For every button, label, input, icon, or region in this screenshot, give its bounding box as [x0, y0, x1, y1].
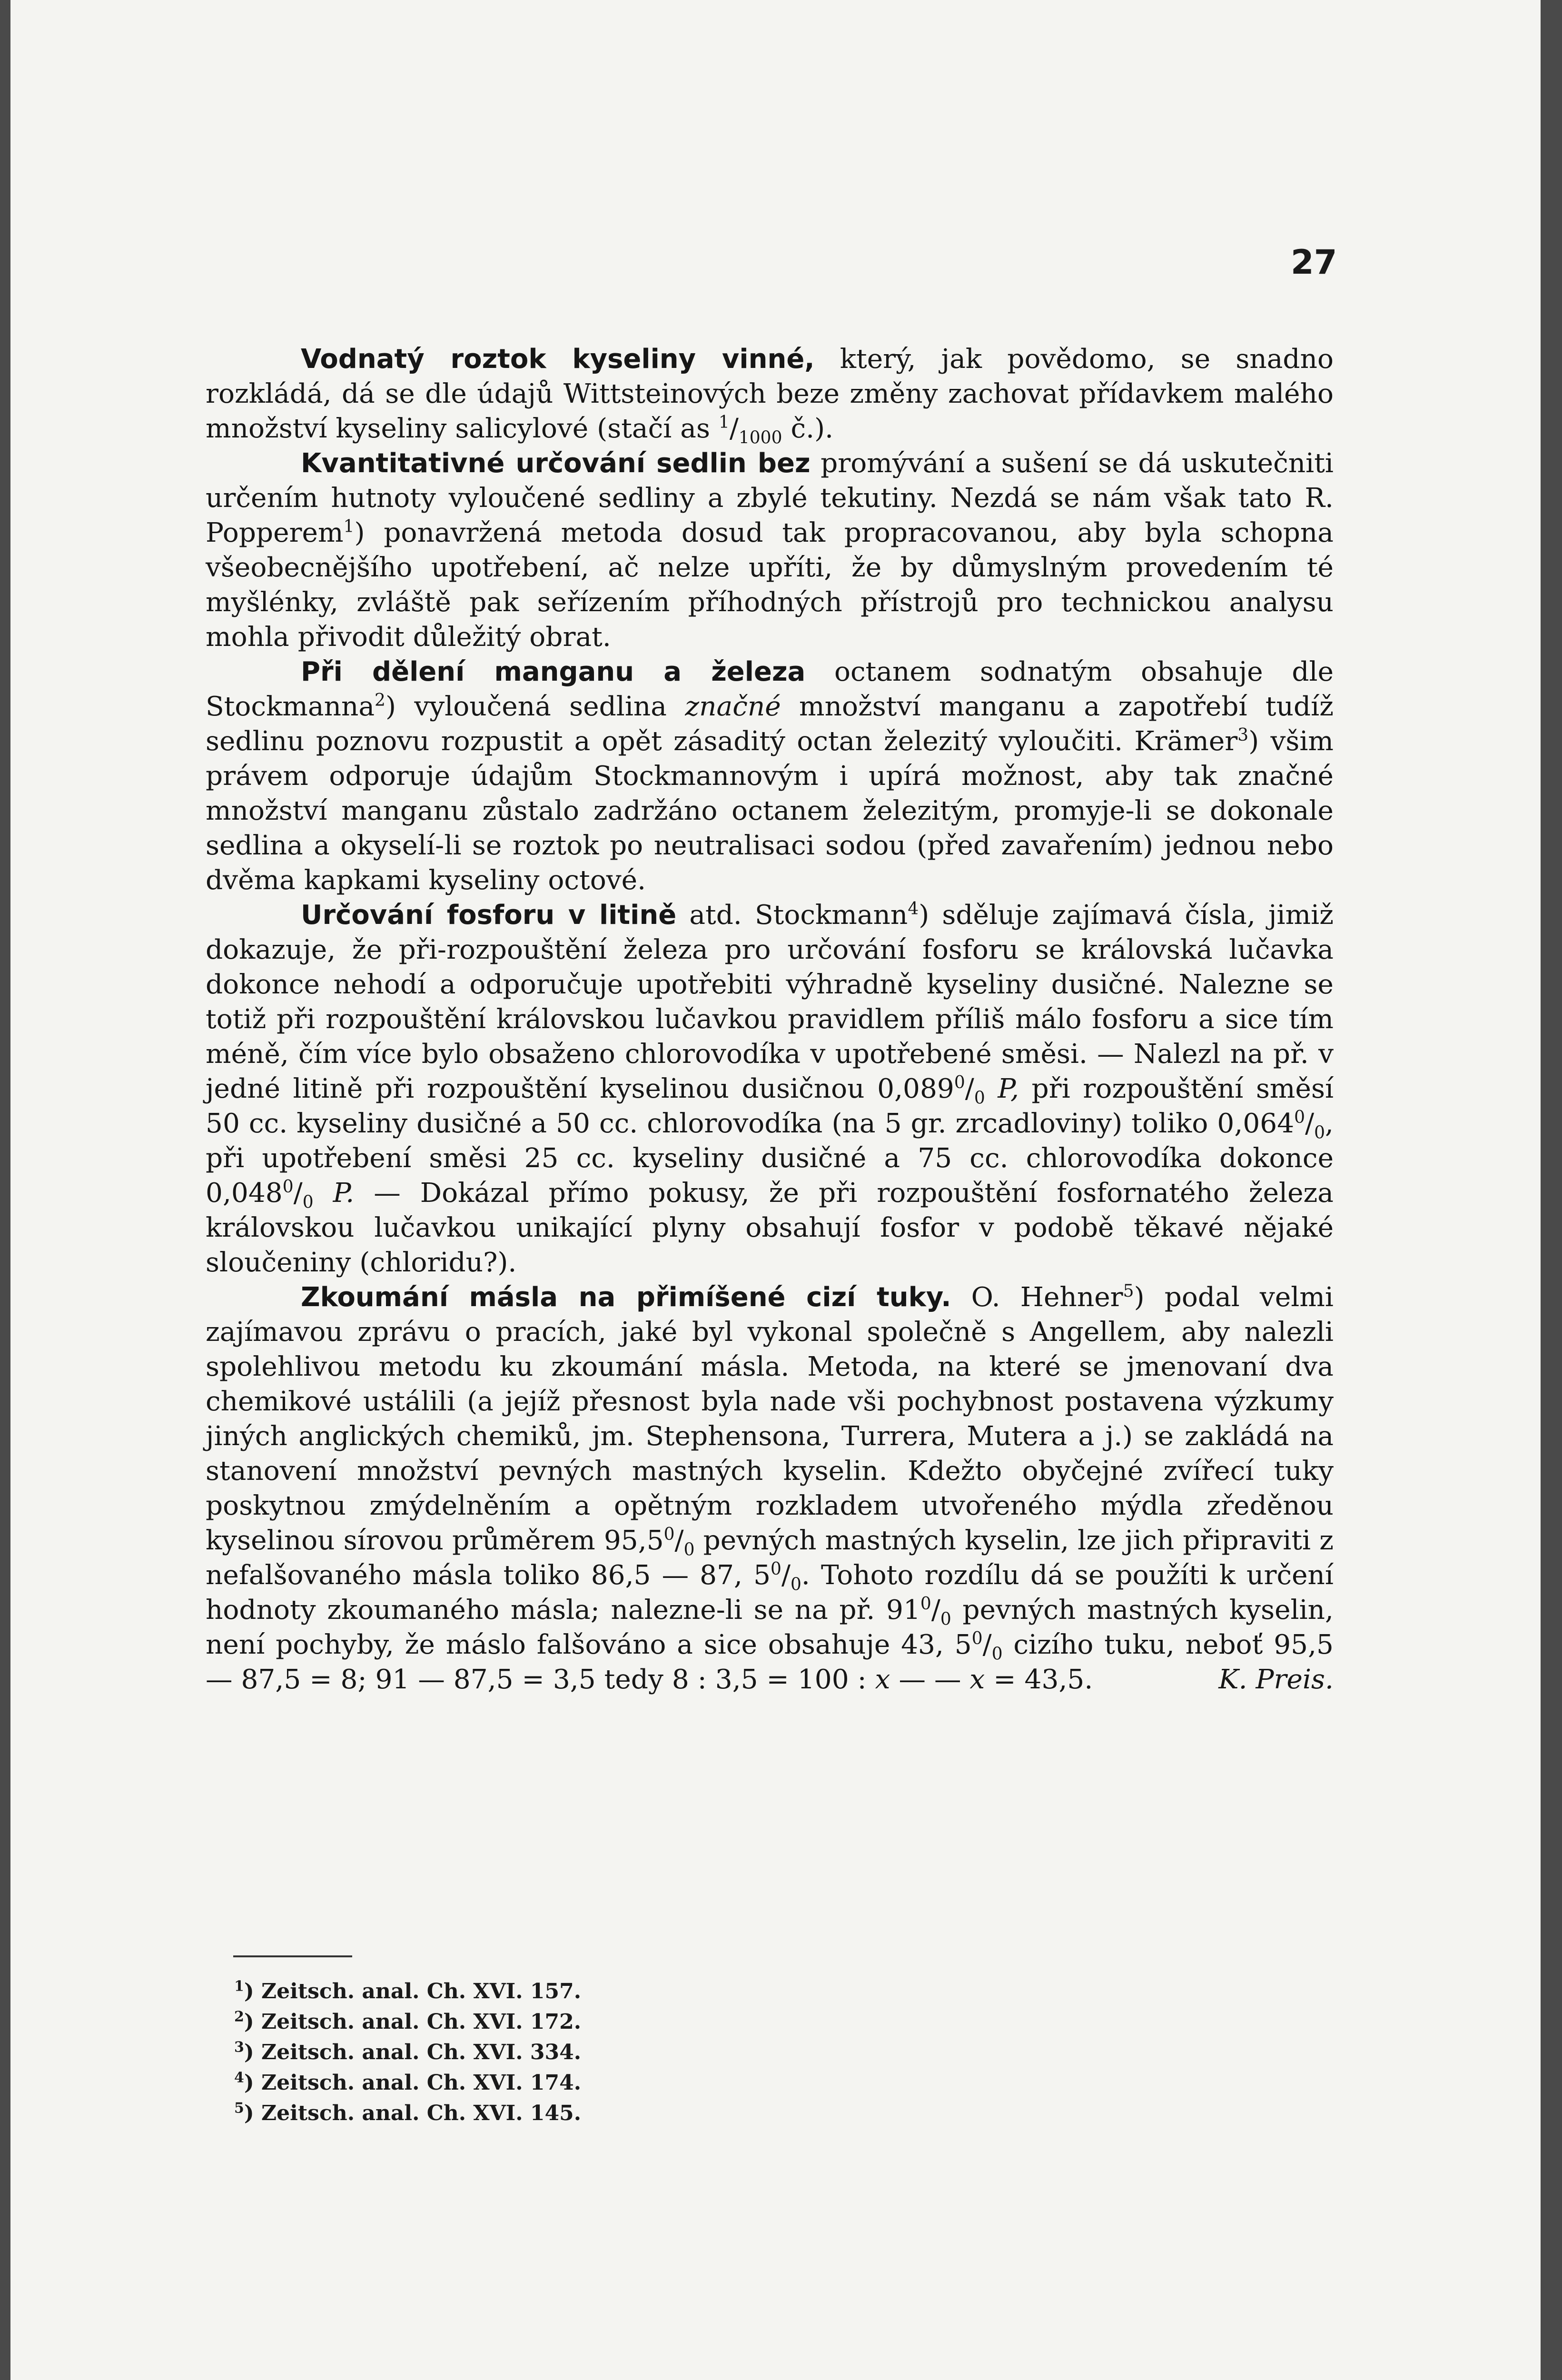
footnotes — [234, 1976, 581, 2129]
footnote — [234, 2068, 581, 2098]
text-run: / — [781, 1560, 791, 1591]
text-run: 0 — [302, 1192, 314, 1212]
text-run: / — [1305, 1108, 1315, 1139]
text-run: 0 — [282, 1177, 294, 1197]
text-run: 4 — [908, 899, 919, 919]
paragraph-heading: Určování fosforu v litině — [301, 900, 677, 931]
footnote-mark: 3 — [234, 2039, 244, 2056]
paragraph — [206, 898, 1334, 1280]
text-run — [314, 1178, 333, 1209]
paragraph-heading: Kvantitativné určování sedlin bez — [301, 448, 811, 479]
footnote-text: ) Zeitsch. anal. Ch. XVI. 172. — [244, 2010, 582, 2034]
text-run: x — [875, 1664, 890, 1695]
text-run: který, jak povědomo, se snadno rozkládá, dá se dle údajů Wittsteinových beze změny zachovat přídavkem malého množství kyseliny salicylové (stačí as — [206, 344, 1334, 444]
text-run: 5 — [1123, 1281, 1134, 1301]
text-run: značné — [685, 691, 781, 722]
footnote-text: ) Zeitsch. anal. Ch. XVI. 334. — [244, 2040, 582, 2064]
text-run: / — [965, 1073, 974, 1104]
text-run: ) podal velmi zajímavou zprávu o pracích, jaké byl vykonal společně s Angellem, aby nalezli spolehlivou metodu ku zkoumání másla. Metoda, na které se jmenovaní dva chemikové ustálili (a jejíž přesnost byla nade vši pochybnost postavena výzkumy jiných anglických chemiků, jm. Stephensona, Turrera, Mutera a j.) se zakládá na stanovení množství pevných mastných kyselin. Kdežto obyčejné zvířecí tuky poskytnou zmýdelněním a opětným rozkladem utvořeného mýdla zředěnou kyselinou sírovou průměrem 95,5 — [206, 1282, 1334, 1556]
text-run: 0 — [1314, 1123, 1325, 1143]
footnote-text: ) Zeitsch. anal. Ch. XVI. 145. — [244, 2101, 582, 2125]
text-run: ) ponavržená metoda dosud tak propracovanou, aby byla schopna všeobecnějšího upotřebení, ač nelze upříti, že by důmyslným provedením té myšlénky, zvláště pak seřízením příhodných přístrojů pro technickou analysu mohla přivodit důležitý obrat. — [206, 517, 1334, 653]
text-run: při rozpouštění směsí 50 cc. kyseliny dusičné a 50 cc. chlorovodíka (na 5 gr. zrcadloviny) toliko 0,064 — [206, 1073, 1334, 1139]
text-run: atd. Stockmann — [676, 900, 908, 931]
text-run: 0 — [663, 1525, 675, 1545]
text-run: / — [982, 1629, 992, 1660]
footnote-mark: 2 — [234, 2008, 244, 2025]
text-run: ) všim právem odporuje údajům Stockmannovým i upírá možnost, aby tak značné množství manganu zůstalo zadržáno octanem železitým, promyje-li se dokonale sedlina a okyselí-li se roztok po neutralisaci sodou (před zavařením) jednou nebo dvěma kapkami kyseliny octové. — [206, 726, 1334, 896]
text-run: x — [969, 1664, 985, 1695]
text-run: cizího tuku, neboť 95,5 — 87,5 = 8; 91 — 87,5 = 3,5 tedy 8 : 3,5 = 100 : — [206, 1629, 1334, 1695]
text-run: / — [931, 1595, 940, 1626]
text-run: 0 — [991, 1644, 1003, 1664]
text-run: 0 — [683, 1540, 695, 1560]
page-number: 27 — [1291, 243, 1337, 282]
text-run: 1 — [343, 517, 355, 537]
text-run: . Tohoto rozdílu dá se použíti k určení hodnoty zkoumaného másla; nalezne-li se na př. 91 — [206, 1560, 1334, 1626]
text-run: 0 — [1294, 1108, 1305, 1128]
footnote — [234, 2037, 581, 2068]
text-run: pevných mastných kyselin, není pochyby, že máslo falšováno a sice obsahuje 43, 5 — [206, 1595, 1334, 1660]
paragraph — [206, 446, 1334, 654]
footnote — [234, 2007, 581, 2037]
text-run: promývání a sušení se dá uskutečniti určením hutnoty vyloučené sedliny a zbylé tekutiny. Nezdá se nám však tato R. Popperem — [206, 448, 1334, 548]
footnote-mark: 1 — [234, 1978, 244, 1995]
text-run: 0 — [974, 1088, 985, 1108]
text-run: / — [293, 1178, 303, 1209]
text-run: — Dokázal přímo pokusy, že při rozpouštění fosfornatého železa královskou lučavkou unikající plyny obsahují fosfor v podobě těkavé nějaké sloučeniny (chloridu?). — [206, 1178, 1334, 1278]
text-run: / — [674, 1525, 684, 1556]
text-run: P. — [333, 1178, 355, 1209]
text-run: 0 — [971, 1629, 983, 1649]
text-run: množství manganu a zapotřebí tudíž sedlinu poznovu rozpustit a opět zásaditý octan železitý vyloučiti. Krämer — [206, 691, 1334, 757]
paragraph — [206, 342, 1334, 446]
footnote — [234, 2098, 581, 2129]
footnote-text: ) Zeitsch. anal. Ch. XVI. 174. — [244, 2071, 582, 2095]
footnote-mark: 4 — [234, 2069, 244, 2086]
text-run: 0 — [791, 1575, 801, 1595]
paragraph — [206, 1280, 1334, 1697]
text-run — [985, 1073, 998, 1104]
text-run: 0 — [940, 1609, 951, 1629]
footnote-divider — [233, 1955, 352, 1957]
text-run: 0 — [920, 1594, 931, 1614]
text-run: = 43,5. — [985, 1664, 1093, 1695]
text-run: ) sděluje zajímavá čísla, jimiž dokazuje, že při-rozpouštění železa pro určování fosforu se královská lučavka dokonce nehodí a odporučuje upotřebiti výhradně kyseliny dusičné. Nalezne se totiž při rozpouštění královskou lučavkou pravidlem příliš málo fosforu a sice tím méně, čím více bylo obsaženo chlorovodíka v upotřebené směsi. — Nalezl na př. v jedné litině při rozpouštění kyselinou dusičnou 0,089 — [206, 900, 1334, 1104]
footnote-text: ) Zeitsch. anal. Ch. XVI. 157. — [244, 1979, 582, 2003]
text-run: 0 — [954, 1073, 965, 1093]
paragraph-heading: Při dělení manganu a železa — [301, 656, 806, 687]
text-run: ) vyloučená sedlina — [385, 691, 685, 722]
text-run: 1000 — [738, 428, 782, 448]
paragraph-heading: Vodnatý roztok kyseliny vinné, — [301, 344, 815, 375]
author-signature: K. Preis. — [1218, 1664, 1334, 1695]
paragraph-heading: Zkoumání másla na přimíšené cizí tuky. — [301, 1282, 951, 1313]
text-run: č.). — [782, 413, 834, 444]
text-run: / — [729, 413, 739, 444]
paragraph — [206, 654, 1334, 898]
text-run: pevných mastných kyselin, lze jich připraviti z nefalšovaného másla toliko 86,5 — 87, 5 — [206, 1525, 1334, 1591]
text-run: O. Hehner — [951, 1282, 1123, 1313]
footnote — [234, 1976, 581, 2007]
text-run: 2 — [375, 691, 386, 711]
article-body — [206, 342, 1334, 1697]
text-run: 0 — [771, 1559, 781, 1579]
text-run: 3 — [1237, 725, 1249, 745]
footnote-mark: 5 — [234, 2100, 244, 2117]
text-run: P, — [998, 1073, 1019, 1104]
text-run: , při upotřebení směsi 25 cc. kyseliny dusičné a 75 cc. chlorovodíka dokonce 0,048 — [206, 1108, 1334, 1209]
text-run: — — — [890, 1664, 970, 1695]
text-run: octanem sodnatým obsahuje dle Stockmanna — [206, 656, 1334, 722]
page — [10, 0, 1541, 2380]
text-run: 1 — [718, 413, 730, 433]
